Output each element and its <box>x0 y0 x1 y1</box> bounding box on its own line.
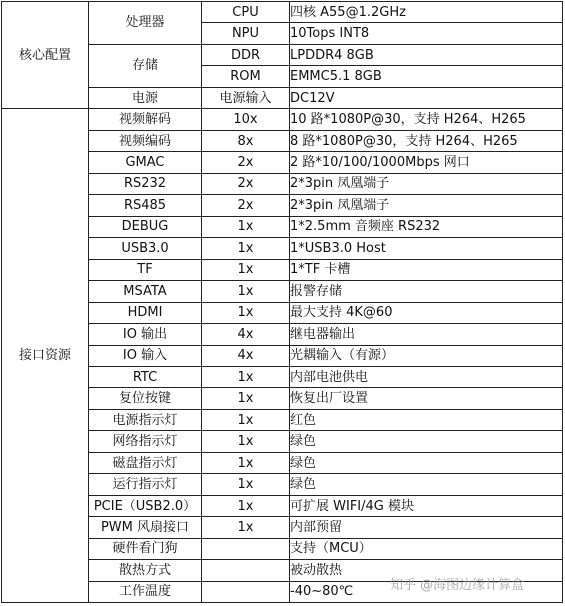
quantity-cell: 1x <box>202 259 290 280</box>
description-cell: 内部预留 <box>290 517 563 538</box>
quantity-cell <box>202 560 290 581</box>
quantity-cell <box>202 538 290 559</box>
description-cell: 被动散热 <box>290 560 563 581</box>
description-cell: 继电器输出 <box>290 324 563 345</box>
item-cell: TF <box>89 259 202 280</box>
description-cell: 绿色 <box>290 431 563 452</box>
description-cell: 报警存储 <box>290 281 563 302</box>
item-cell: 散热方式 <box>89 560 202 581</box>
quantity-cell: 1x <box>202 495 290 516</box>
description-cell: 光耦输入（有源） <box>290 345 563 366</box>
item-cell: GMAC <box>89 152 202 173</box>
item-cell: PCIE（USB2.0） <box>89 495 202 516</box>
item-cell: 存储 <box>89 44 202 87</box>
item-cell: PWM 风扇接口 <box>89 517 202 538</box>
description-cell: 可扩展 WIFI/4G 模块 <box>290 495 563 516</box>
item-cell: 运行指示灯 <box>89 474 202 495</box>
quantity-cell: 2x <box>202 195 290 216</box>
quantity-cell: 1x <box>202 517 290 538</box>
description-cell: 红色 <box>290 409 563 430</box>
quantity-cell: 4x <box>202 345 290 366</box>
description-cell: 2 路*10/100/1000Mbps 网口 <box>290 152 563 173</box>
item-cell: RTC <box>89 366 202 387</box>
quantity-cell: NPU <box>202 23 290 44</box>
description-cell: 内部电池供电 <box>290 366 563 387</box>
description-cell: 四核 A55@1.2GHz <box>290 2 563 23</box>
quantity-cell: 1x <box>202 474 290 495</box>
item-cell: USB3.0 <box>89 238 202 259</box>
item-cell: 处理器 <box>89 2 202 45</box>
quantity-cell: 8x <box>202 130 290 151</box>
description-cell: 恢复出厂设置 <box>290 388 563 409</box>
quantity-cell: 1x <box>202 302 290 323</box>
item-cell: 复位按键 <box>89 388 202 409</box>
item-cell: 磁盘指示灯 <box>89 452 202 473</box>
quantity-cell: 1x <box>202 388 290 409</box>
description-cell: EMMC5.1 8GB <box>290 66 563 87</box>
item-cell: 工作温度 <box>89 581 202 602</box>
description-cell: -40~80℃ <box>290 581 563 602</box>
quantity-cell: 电源输入 <box>202 87 290 108</box>
section-title: 接口资源 <box>2 109 89 603</box>
spec-table-body <box>2 2 563 603</box>
section-title: 核心配置 <box>2 2 89 109</box>
item-cell: IO 输出 <box>89 324 202 345</box>
item-cell: RS485 <box>89 195 202 216</box>
item-cell: MSATA <box>89 281 202 302</box>
description-cell: 1*TF 卡槽 <box>290 259 563 280</box>
quantity-cell: 1x <box>202 216 290 237</box>
quantity-cell: 10x <box>202 109 290 130</box>
quantity-cell: 1x <box>202 366 290 387</box>
quantity-cell <box>202 581 290 602</box>
description-cell: 1*USB3.0 Host <box>290 238 563 259</box>
table-row <box>2 2 563 23</box>
spec-table <box>1 1 563 603</box>
description-cell: 绿色 <box>290 474 563 495</box>
description-cell: LPDDR4 8GB <box>290 44 563 65</box>
description-cell: 2*3pin 凤凰端子 <box>290 173 563 194</box>
description-cell: 1*2.5mm 音频座 RS232 <box>290 216 563 237</box>
item-cell: RS232 <box>89 173 202 194</box>
quantity-cell: 1x <box>202 281 290 302</box>
item-cell: 网络指示灯 <box>89 431 202 452</box>
quantity-cell: ROM <box>202 66 290 87</box>
quantity-cell: 1x <box>202 431 290 452</box>
quantity-cell: 1x <box>202 238 290 259</box>
description-cell: 10 路*1080P@30，支持 H264、H265 <box>290 109 563 130</box>
item-cell: DEBUG <box>89 216 202 237</box>
watermark: 知乎 @海图边缘计算盒 <box>390 578 525 593</box>
description-cell: 8 路*1080P@30，支持 H264、H265 <box>290 130 563 151</box>
item-cell: 电源 <box>89 87 202 108</box>
item-cell: 视频编码 <box>89 130 202 151</box>
description-cell: 2*3pin 凤凰端子 <box>290 195 563 216</box>
description-cell: DC12V <box>290 87 563 108</box>
table-row <box>2 109 563 130</box>
quantity-cell: 1x <box>202 452 290 473</box>
item-cell: 电源指示灯 <box>89 409 202 430</box>
quantity-cell: CPU <box>202 2 290 23</box>
quantity-cell: 2x <box>202 173 290 194</box>
quantity-cell: 2x <box>202 152 290 173</box>
item-cell: 硬件看门狗 <box>89 538 202 559</box>
description-cell: 最大支持 4K@60 <box>290 302 563 323</box>
item-cell: 视频解码 <box>89 109 202 130</box>
description-cell: 10Tops INT8 <box>290 23 563 44</box>
description-cell: 绿色 <box>290 452 563 473</box>
quantity-cell: DDR <box>202 44 290 65</box>
item-cell: HDMI <box>89 302 202 323</box>
item-cell: IO 输入 <box>89 345 202 366</box>
quantity-cell: 4x <box>202 324 290 345</box>
description-cell: 支持（MCU） <box>290 538 563 559</box>
quantity-cell: 1x <box>202 409 290 430</box>
